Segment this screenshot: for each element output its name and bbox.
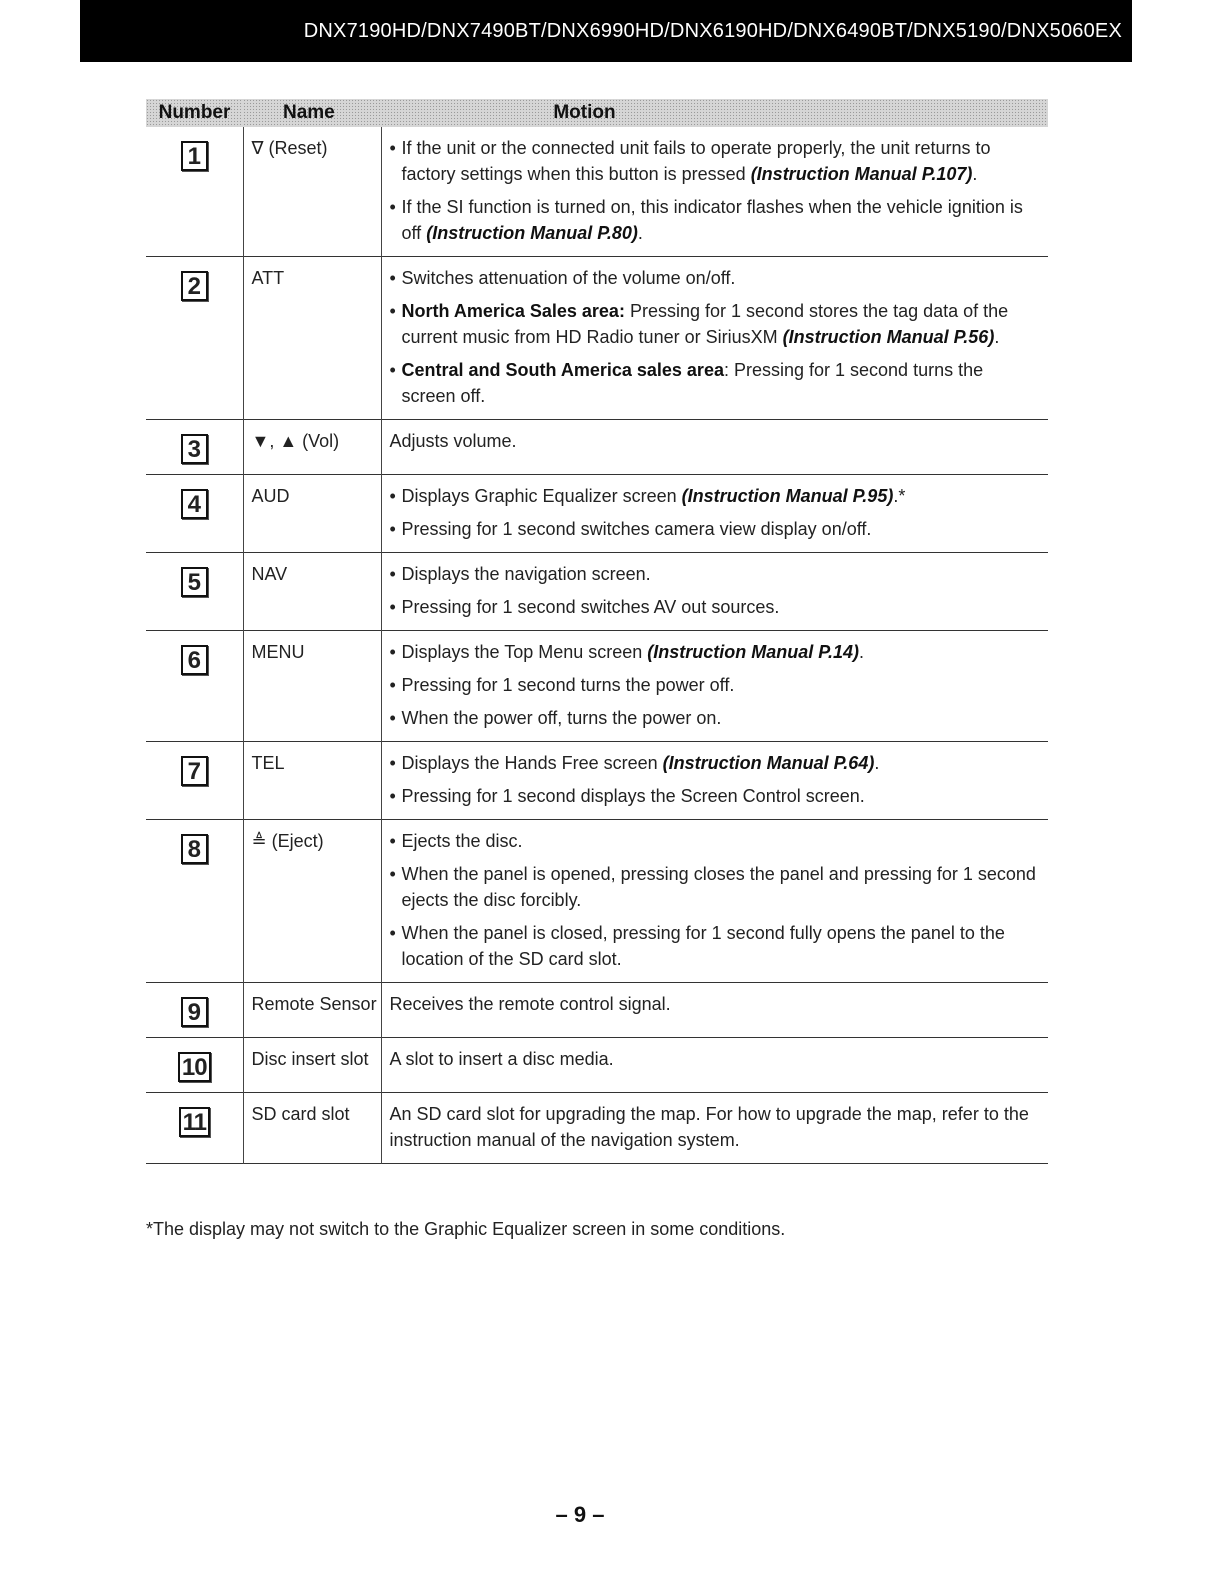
name-cell: ▼, ▲ (Vol) [243,420,381,475]
number-badge: 7 [181,756,208,786]
motion-cell [381,1093,1048,1164]
number-badge: 3 [181,434,208,464]
model-list-title: DNX7190HD/DNX7490BT/DNX6990HD/DNX6190HD/DNX6490BT/DNX5190/DNX5060EX [303,19,1122,42]
table-row [146,1093,1048,1164]
bullet-text: Ejects the disc. [401,831,523,851]
motion-text: Receives the remote control signal. [389,994,671,1014]
sales-area-label: Central and South America sales area [401,360,724,380]
motion-cell [381,1038,1048,1093]
name-cell: TEL [243,742,381,820]
table-row [146,127,1048,257]
bullet-punctuation: . [972,164,978,184]
footnote: *The display may not switch to the Graphic Equalizer screen in some conditions. [146,1219,786,1239]
motion-text: Adjusts volume. [389,431,517,451]
motion-text: An SD card slot for upgrading the map. For how to upgrade the map, refer to the instruction manual of the navigation system. [389,1104,1029,1150]
number-cell [146,1038,243,1093]
bullet-text: Pressing for 1 second switches AV out sources. [401,597,780,617]
column-header-motion: Motion [381,99,1048,127]
name-cell: ATT [243,257,381,420]
bullet-text: Pressing for 1 second stores the tag data of the current music from HD Radio tuner or SiriusXM [401,301,1009,347]
number-badge: 10 [178,1052,211,1082]
name-cell: NAV [243,553,381,631]
motion-bullet [390,639,1043,665]
motion-bullet-list [390,750,1043,809]
name-cell: Remote Sensor [243,983,381,1038]
motion-cell [381,631,1048,742]
page-number: – 9 – [555,1502,605,1527]
motion-bullet [390,135,1043,187]
motion-cell [381,420,1048,475]
motion-cell [381,475,1048,553]
manual-reference: (Instruction Manual P.80) [426,223,638,243]
bullet-punctuation: . [994,327,1000,347]
motion-bullet [390,750,1043,776]
table-row [146,257,1048,420]
table-row [146,983,1048,1038]
name-cell: AUD [243,475,381,553]
bullet-text: Displays Graphic Equalizer screen [401,486,682,506]
manual-reference: (Instruction Manual P.107) [750,164,973,184]
bullet-punctuation: .* [893,486,906,506]
motion-bullet [390,783,1043,809]
motion-cell [381,983,1048,1038]
name-cell: ≜ (Eject) [243,820,381,983]
motion-bullet-list [390,828,1043,972]
motion-bullet [390,483,1043,509]
bullet-punctuation: . [637,223,643,243]
motion-bullet [390,705,1043,731]
motion-bullet [390,561,1043,587]
number-cell [146,1093,243,1164]
number-badge: 6 [181,645,208,675]
table-header-row [146,99,1048,127]
number-badge: 8 [181,834,208,864]
table-row [146,742,1048,820]
manual-reference: (Instruction Manual P.14) [647,642,859,662]
button-function-table [146,99,1048,1164]
number-cell [146,983,243,1038]
bullet-text: When the panel is closed, pressing for 1 second fully opens the panel to the location of the SD card slot. [401,923,1005,969]
motion-bullet-list [390,639,1043,731]
motion-bullet [390,828,1043,854]
motion-bullet [390,920,1043,972]
name-cell: ∇ (Reset) [243,127,381,257]
sales-area-label: North America Sales area: [401,301,625,321]
motion-bullet [390,194,1043,246]
manual-reference: (Instruction Manual P.95) [681,486,894,506]
bullet-text: If the SI function is turned on, this indicator flashes when the vehicle ignition is off [401,197,1023,243]
bullet-text: When the power off, turns the power on. [401,708,722,728]
motion-cell [381,742,1048,820]
number-cell [146,820,243,983]
bullet-text: Pressing for 1 second displays the Screen Control screen. [401,786,865,806]
motion-cell [381,553,1048,631]
bullet-text: Displays the Hands Free screen [401,753,663,773]
number-cell [146,257,243,420]
column-header-name: Name [243,99,381,127]
bullet-punctuation: . [874,753,880,773]
bullet-text: Displays the Top Menu screen [401,642,648,662]
bullet-text: If the unit or the connected unit fails to operate properly, the unit returns to factory settings when this button is pressed [401,138,991,184]
bullet-text: Pressing for 1 second turns the power off. [401,675,735,695]
table-row [146,420,1048,475]
name-cell: Disc insert slot [243,1038,381,1093]
motion-cell [381,127,1048,257]
motion-text: A slot to insert a disc media. [389,1049,614,1069]
table-row [146,553,1048,631]
number-badge: 9 [181,997,208,1027]
motion-bullet-list [390,265,1043,409]
number-cell [146,475,243,553]
motion-bullet-list [390,483,1043,542]
number-badge: 11 [179,1107,210,1137]
bullet-text: When the panel is opened, pressing closes the panel and pressing for 1 second ejects the disc forcibly. [401,864,1036,910]
manual-reference: (Instruction Manual P.56) [782,327,995,347]
number-cell [146,742,243,820]
motion-bullet [390,357,1043,409]
bullet-text: Switches attenuation of the volume on/off. [401,268,736,288]
number-cell [146,631,243,742]
document-header [80,0,1132,62]
motion-bullet [390,298,1043,350]
name-cell: SD card slot [243,1093,381,1164]
motion-cell [381,257,1048,420]
table-row [146,820,1048,983]
table-row [146,631,1048,742]
number-badge: 4 [181,489,208,519]
motion-cell [381,820,1048,983]
number-badge: 2 [181,271,208,301]
motion-bullet-list [390,135,1043,246]
motion-bullet [390,594,1043,620]
table-row [146,475,1048,553]
motion-bullet [390,516,1043,542]
bullet-text: Displays the navigation screen. [401,564,651,584]
manual-reference: (Instruction Manual P.64) [662,753,875,773]
bullet-text: Pressing for 1 second switches camera view display on/off. [401,519,872,539]
number-badge: 5 [181,567,208,597]
number-cell [146,420,243,475]
number-cell [146,553,243,631]
column-header-number: Number [146,99,243,127]
motion-bullet [390,265,1043,291]
bullet-text: : Pressing for 1 second turns the screen off. [401,360,984,406]
motion-bullet-list [390,561,1043,620]
motion-bullet [390,672,1043,698]
number-cell [146,127,243,257]
number-badge: 1 [181,141,208,171]
motion-bullet [390,861,1043,913]
bullet-punctuation: . [859,642,865,662]
table-row [146,1038,1048,1093]
name-cell: MENU [243,631,381,742]
